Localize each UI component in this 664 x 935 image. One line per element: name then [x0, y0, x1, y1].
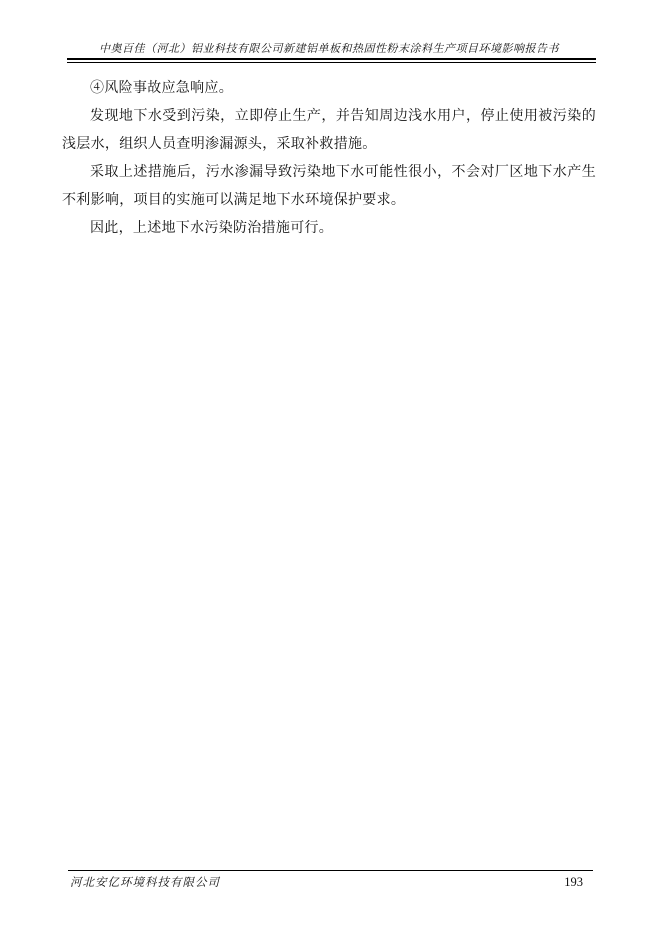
page-header	[62, 0, 596, 63]
body-paragraph: 因此，上述地下水污染防治措施可行。	[90, 221, 334, 236]
footer-rule	[68, 870, 593, 871]
footer-company-name: 河北安亿环境科技有限公司	[70, 877, 220, 889]
body-paragraph: ④风险事故应急响应。	[90, 81, 233, 96]
header-rule	[67, 58, 596, 63]
body-paragraph: 发现地下水受到污染，立即停止生产，并告知周边浅水用户，停止使用被污染的浅层水，组织人员查明渗漏源头，采取补救措施。	[62, 109, 596, 152]
page-header-title: 中奥百佳（河北）铝业科技有限公司新建铝单板和热固性粉末涂料生产项目环境影响报告书	[99, 43, 559, 55]
page-number: 193	[564, 875, 583, 889]
document-body	[62, 75, 596, 243]
footer-row	[62, 874, 596, 890]
page-footer	[62, 870, 596, 890]
body-paragraph: 采取上述措施后，污水渗漏导致污染地下水可能性很小，不会对厂区地下水产生不利影响，项目的实施可以满足地下水环境保护要求。	[62, 165, 596, 208]
